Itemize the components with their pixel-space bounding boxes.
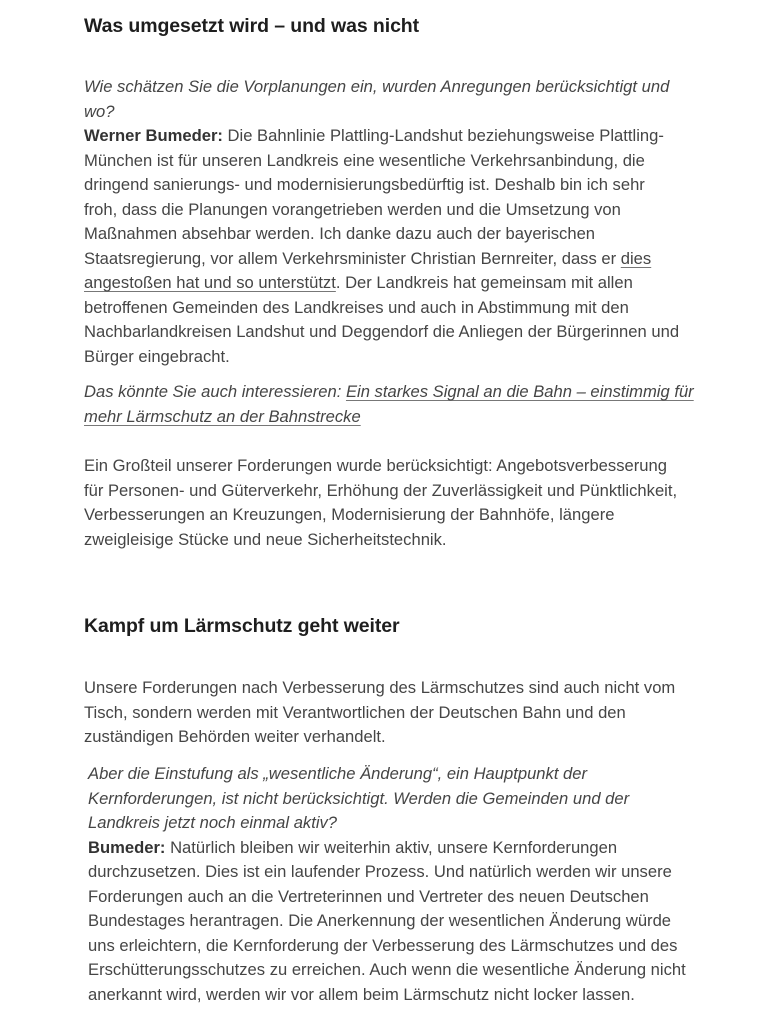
article-link[interactable]: Ein starkes Signal an die Bahn – einstimmig für <box>345 382 694 401</box>
text-line <box>84 124 679 149</box>
article-link[interactable]: mehr Lärmschutz an der Bahnstrecke <box>84 406 361 426</box>
text-line <box>84 198 679 223</box>
text-line <box>88 836 686 861</box>
text-segment: Bundestages herantragen. Die Anerkennung der wesentlichen Änderung würde <box>88 911 672 930</box>
text-segment: Die Bahnlinie Plattling-Landshut beziehungsweise Plattling- <box>222 126 664 145</box>
text-line <box>88 885 686 910</box>
text-segment: Nachbarlandkreisen Landshut und Deggendorf die Anliegen der Bürgerinnen und <box>84 322 680 341</box>
interview-block <box>88 762 686 1007</box>
speaker-label: Werner Bumeder: <box>84 126 223 145</box>
text-line <box>84 405 694 430</box>
related-article-teaser <box>84 380 694 429</box>
text-line <box>84 725 675 750</box>
text-segment: betroffenen Gemeinden des Landkreises und auch in Abstimmung mit den <box>84 297 629 317</box>
text-segment: Verbesserungen an Kreuzungen, Modernisierung der Bahnhöfe, längere <box>84 505 615 524</box>
interview-answer <box>84 124 679 369</box>
text-segment: Natürlich bleiben wir weiterhin aktiv, unsere Kernforderungen <box>165 837 618 857</box>
interview-question <box>84 75 669 124</box>
text-line <box>84 528 677 553</box>
text-segment: Unsere Forderungen nach Verbesserung des Lärmschutzes sind auch nicht vom <box>84 678 676 697</box>
text-line <box>88 762 686 787</box>
text-segment: dringend sanierungs- und modernisierungsbedürftig ist. Deshalb bin ich sehr <box>84 175 645 194</box>
text-line <box>88 787 686 812</box>
text-line <box>84 345 679 370</box>
text-segment: wo? <box>84 101 115 121</box>
text-segment: . Der Landkreis hat gemeinsam mit allen <box>335 273 633 292</box>
text-line <box>84 149 679 174</box>
text-segment: Landkreis jetzt noch einmal aktiv? <box>88 813 338 832</box>
text-line <box>88 860 686 885</box>
text-segment: Das könnte Sie auch interessieren: <box>84 382 346 401</box>
text-line <box>88 934 686 959</box>
text-line <box>84 271 679 296</box>
text-line <box>84 503 677 528</box>
body-paragraph <box>84 454 677 552</box>
text-line <box>88 958 686 983</box>
text-segment: froh, dass die Planungen vorangetrieben werden und die Umsetzung von <box>84 199 621 219</box>
text-line <box>84 701 675 726</box>
text-segment: Tisch, sondern werden mit Verantwortlichen der Deutschen Bahn und den <box>84 702 626 722</box>
section-heading: Was umgesetzt wird – und was nicht <box>84 15 420 37</box>
text-line <box>84 173 679 198</box>
text-line <box>84 222 679 247</box>
text-segment: Staatsregierung, vor allem Verkehrsminister Christian Bernreiter, dass er <box>84 248 621 268</box>
article-link[interactable]: angestoßen hat und so unterstützt <box>84 273 336 292</box>
text-line <box>84 380 694 405</box>
text-line <box>84 454 677 479</box>
text-segment: Kernforderungen, ist nicht berücksichtigt. Werden die Gemeinden und der <box>88 788 630 808</box>
text-segment: Erschütterungsschutzes zu erreichen. Auch wenn die wesentliche Änderung nicht <box>88 960 686 979</box>
text-segment: für Personen- und Güterverkehr, Erhöhung der Zuverlässigkeit und Pünktlichkeit, <box>84 480 678 500</box>
text-line <box>84 247 679 272</box>
speaker-label: Bumeder: <box>88 837 166 857</box>
text-line <box>84 75 669 100</box>
text-segment: anerkannt wird, werden wir vor allem beim Lärmschutz nicht locker lassen. <box>88 984 635 1004</box>
text-line <box>84 676 675 701</box>
text-segment: Forderungen auch an die Vertreterinnen und Vertreter des neuen Deutschen <box>88 886 649 906</box>
text-line <box>84 296 679 321</box>
text-segment: durchzusetzen. Dies ist ein laufender Prozess. Und natürlich werden wir unsere <box>88 862 672 881</box>
body-paragraph <box>84 676 675 750</box>
text-segment: München ist für unseren Landkreis eine wesentliche Verkehrsanbindung, die <box>84 150 645 170</box>
text-line <box>88 909 686 934</box>
text-line <box>84 100 669 125</box>
text-line <box>84 479 677 504</box>
text-segment: zuständigen Behörden weiter verhandelt. <box>84 727 386 746</box>
text-line <box>84 320 679 345</box>
text-line <box>88 983 686 1008</box>
text-segment: Wie schätzen Sie die Vorplanungen ein, wurden Anregungen berücksichtigt und <box>84 77 670 96</box>
text-segment: zweigleisige Stücke und neue Sicherheitstechnik. <box>84 529 447 549</box>
text-segment: Ein Großteil unserer Forderungen wurde berücksichtigt: Angebotsverbesserung <box>84 456 667 475</box>
text-segment: uns erleichtern, die Kernforderung der Verbesserung des Lärmschutzes und des <box>88 935 678 955</box>
text-line <box>88 811 686 836</box>
section-heading: Kampf um Lärmschutz geht weiter <box>84 615 400 637</box>
text-segment: Maßnahmen absehbar werden. Ich danke dazu auch der bayerischen <box>84 224 596 243</box>
article-link[interactable]: dies <box>620 248 652 268</box>
text-segment: Bürger eingebracht. <box>84 346 230 366</box>
text-segment: Aber die Einstufung als „wesentliche Änderung“, ein Hauptpunkt der <box>88 764 588 783</box>
